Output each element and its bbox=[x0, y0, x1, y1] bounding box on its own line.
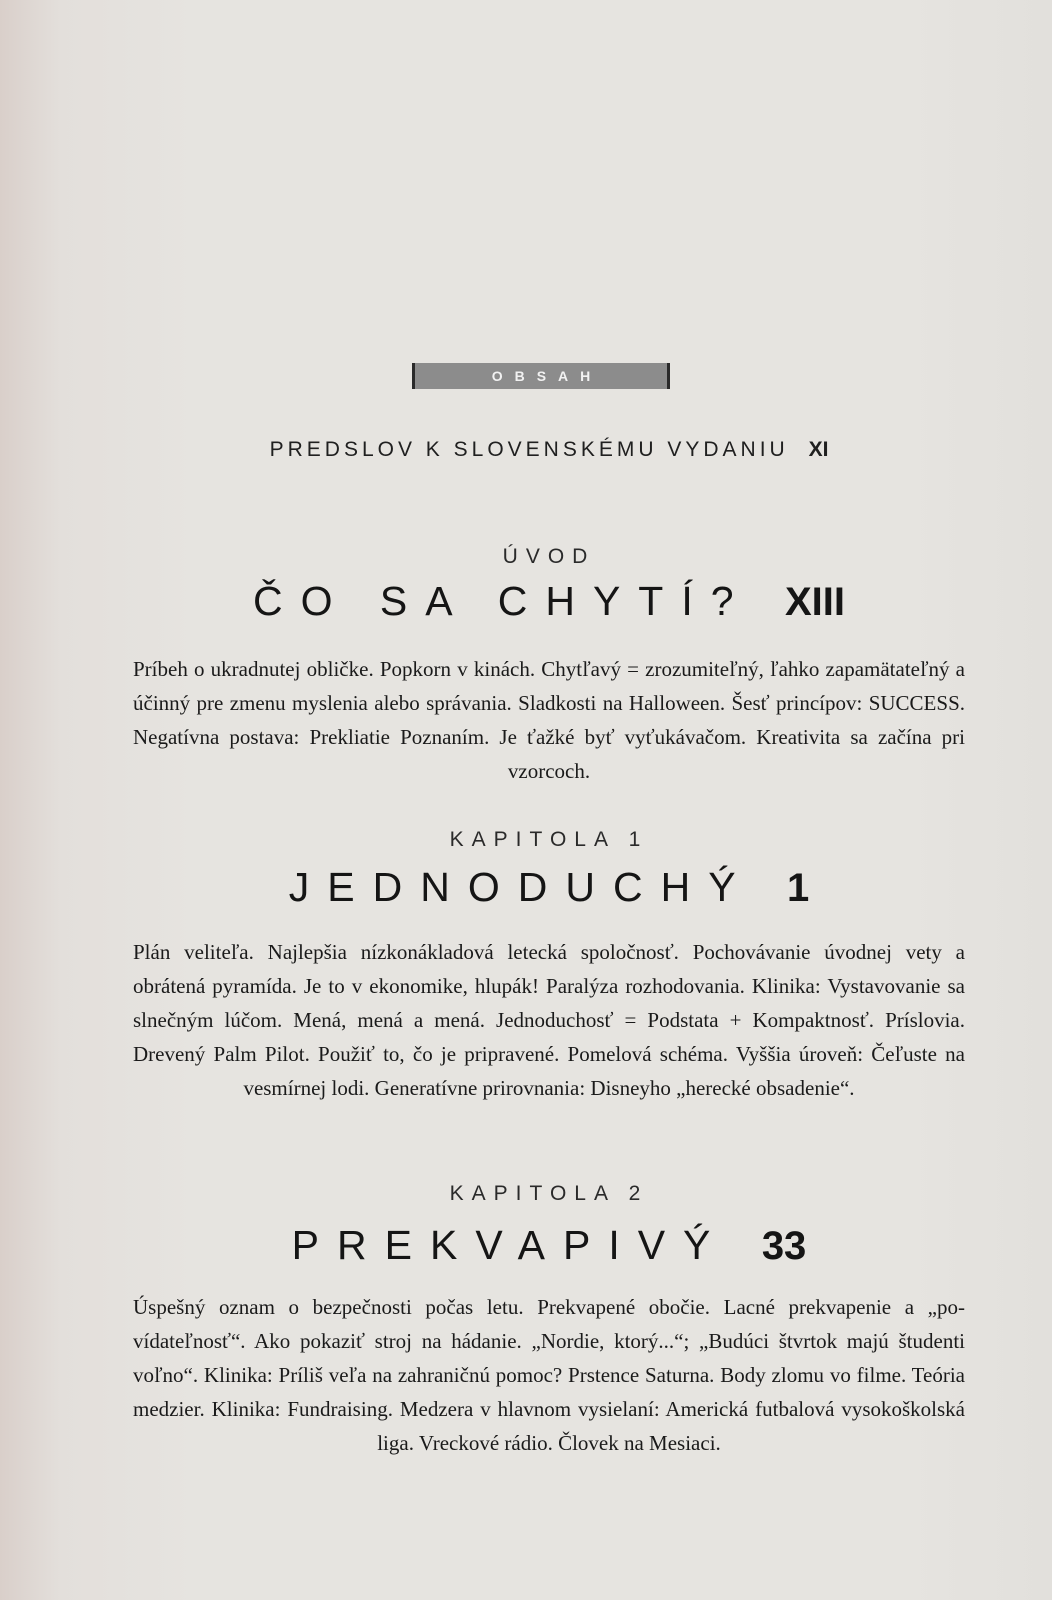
chapter-2-kicker: KAPITOLA 2 bbox=[449, 1182, 649, 1205]
intro-heading bbox=[133, 578, 965, 625]
chapter-1-kicker: KAPITOLA 1 bbox=[449, 828, 649, 851]
intro-summary: Príbeh o ukradnutej obličke. Popkorn v kinách. Chytľavý = zrozumiteľný, ľahko zapamätateľný a účinný pre zmenu myslenia alebo správania. Sladkosti na Halloween. Šesť princípov: SUCCESS. Negatívna postava: Prekliatie Poznaním. Je ťažké byť vyťukávačom. Kreativita sa začína pri vzorcoch. bbox=[133, 657, 965, 783]
chapter-1-heading bbox=[133, 864, 965, 911]
chapter-1-page-number: 1 bbox=[786, 866, 810, 910]
chapter-2-title: PREKVAPIVÝ bbox=[291, 1222, 729, 1268]
chapter-2-summary: Úspešný oznam o bezpečnosti počas letu. Prekvapené obočie. Lacné prekvapenie a „po-vídateľnosť“. Ako pokaziť stroj na hádanie. „Nordie, ktorý...“; „Budúci štvrtok majú študenti voľno“. Klinika: Príliš veľa na zahraničnú pomoc? Prstence Saturna. Body zlomu vo filme. Teória medzier. Klinika: Fundraising. Medzera v hlavnom vysielaní: Americká futbalová vysokoškolská liga. Vreckové rádio. Človek na Mesiaci. bbox=[133, 1295, 965, 1455]
intro-page-number: XIII bbox=[784, 580, 845, 624]
chapter-2-heading bbox=[133, 1222, 965, 1269]
intro-kicker: ÚVOD bbox=[502, 545, 596, 568]
contents-header-box bbox=[412, 363, 670, 389]
intro-title: ČO SA CHYTÍ? bbox=[253, 578, 752, 624]
preface-entry bbox=[133, 438, 965, 462]
preface-page-number: XI bbox=[808, 438, 829, 461]
chapter-1-title: JEDNODUCHÝ bbox=[288, 864, 754, 910]
chapter-1-summary: Plán veliteľa. Najlepšia nízkonákladová letecká spoločnosť. Pochovávanie úvodnej vety a obrátená pyramída. Je to v ekonomike, hlupák! Paralýza rozhodovania. Klinika: Vystavovanie sa slnečným lúčom. Mená, mená a mená. Jednoduchosť = Podstata + Kompaktnosť. Príslovia. Drevený Palm Pilot. Použiť to, čo je pripravené. Pomelová schéma. Vyššia úroveň: Čeľuste na vesmírnej lodi. Generatívne prirovnania: Disneyho „herecké obsadenie“. bbox=[133, 940, 965, 1100]
chapter-2-page-number: 33 bbox=[761, 1224, 807, 1268]
contents-header-label: OBSAH bbox=[491, 368, 603, 384]
preface-title: PREDSLOV K SLOVENSKÉMU VYDANIU bbox=[269, 438, 789, 461]
